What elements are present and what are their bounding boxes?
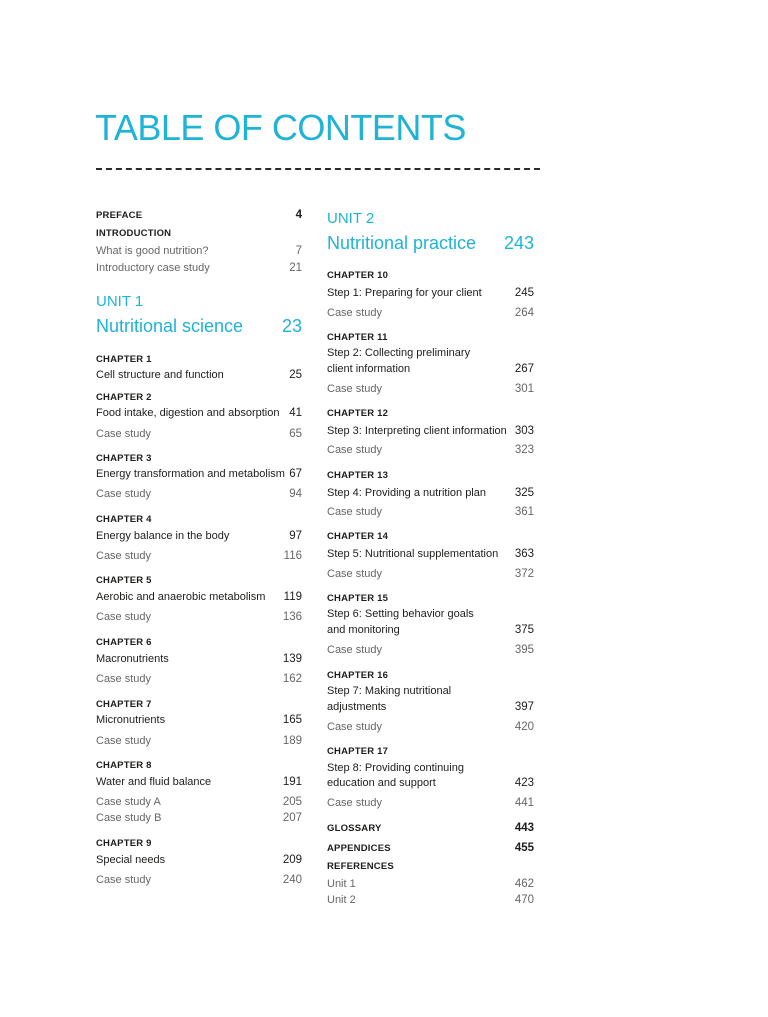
chapter-heading[interactable] — [96, 452, 302, 466]
entry-page-number: 162 — [282, 673, 302, 685]
entry-page-number: 375 — [514, 624, 534, 636]
entry-label: CHAPTER 15 — [327, 593, 389, 604]
chapter-heading[interactable] — [327, 745, 534, 759]
entry-label: education and support — [327, 777, 436, 789]
entry-label: CHAPTER 6 — [96, 637, 152, 648]
entry-page-number: 264 — [514, 307, 534, 319]
entry-label: Step 1: Preparing for your client — [327, 287, 482, 299]
entry-label: CHAPTER 1 — [96, 354, 152, 365]
entry-label: Unit 1 — [327, 878, 356, 890]
chapter-entry[interactable] — [96, 467, 302, 481]
chapter-entry[interactable] — [327, 362, 534, 376]
entry-label: Case study — [96, 428, 152, 440]
chapter-entry[interactable] — [96, 590, 302, 604]
dashed-divider — [96, 168, 540, 170]
entry-label: APPENDICES — [327, 843, 391, 854]
chapter-entry[interactable] — [96, 368, 302, 382]
chapter-heading[interactable] — [327, 669, 534, 683]
case-study-entry[interactable] — [96, 811, 302, 825]
entry-page-number: 205 — [282, 796, 302, 808]
chapter-entry[interactable] — [327, 607, 534, 621]
entry-label: Water and fluid balance — [96, 776, 212, 788]
entry-label: Aerobic and anaerobic metabolism — [96, 591, 266, 603]
entry-label: Case study — [96, 874, 152, 886]
chapter-heading[interactable] — [96, 636, 302, 650]
references-heading[interactable] — [327, 860, 534, 874]
entry-label: CHAPTER 8 — [96, 760, 152, 771]
chapter-entry[interactable] — [96, 529, 302, 543]
entry-label: INTRODUCTION — [96, 228, 172, 239]
entry-label: REFERENCES — [327, 861, 394, 872]
entry-page-number: 420 — [514, 721, 534, 733]
entry-page-number: 470 — [514, 894, 534, 906]
entry-page-number: 443 — [514, 822, 534, 834]
unit-1-title[interactable] — [96, 315, 302, 337]
unit-page-number: 23 — [281, 316, 302, 336]
entry-label: What is good nutrition? — [96, 245, 209, 257]
entry-page-number: 240 — [282, 874, 302, 886]
chapter-heading[interactable] — [96, 353, 302, 367]
case-study-entry[interactable] — [327, 443, 534, 457]
entry-page-number: 97 — [289, 530, 302, 542]
case-study-entry[interactable] — [327, 720, 534, 734]
entry-label: Case study — [96, 611, 152, 623]
reference-entry[interactable] — [327, 877, 534, 891]
entry-label: Unit 2 — [327, 894, 356, 906]
entry-label: Step 3: Interpreting client information — [327, 425, 507, 437]
entry-label: Case study B — [96, 812, 162, 824]
entry-label: Cell structure and function — [96, 369, 224, 381]
chapter-entry[interactable] — [327, 776, 534, 790]
chapter-entry[interactable] — [327, 700, 534, 714]
entry-label: CHAPTER 2 — [96, 392, 152, 403]
unit-page-number: 243 — [503, 233, 534, 253]
entry-label: CHAPTER 7 — [96, 699, 152, 710]
chapter-heading[interactable] — [96, 513, 302, 527]
entry-label: Step 4: Providing a nutrition plan — [327, 487, 486, 499]
entry-label: CHAPTER 11 — [327, 332, 388, 343]
chapter-entry[interactable] — [327, 761, 534, 775]
entry-page-number: 119 — [283, 591, 302, 603]
entry-page-number: 21 — [289, 262, 302, 274]
entry-label: CHAPTER 16 — [327, 670, 389, 681]
entry-label: Energy transformation and metabolism — [96, 468, 285, 480]
entry-label: Case study — [96, 673, 152, 685]
entry-label: Step 5: Nutritional supplementation — [327, 548, 499, 560]
unit-title-text: Nutritional practice — [327, 233, 477, 253]
entry-page-number: 67 — [289, 468, 302, 480]
entry-page-number: 423 — [514, 777, 534, 789]
entry-page-number: 189 — [282, 735, 302, 747]
entry-label: CHAPTER 5 — [96, 575, 152, 586]
case-study-entry[interactable] — [96, 427, 302, 441]
chapter-entry[interactable] — [327, 346, 534, 360]
entry-page-number: 397 — [514, 701, 534, 713]
entry-label: CHAPTER 9 — [96, 838, 152, 849]
chapter-entry[interactable] — [327, 623, 534, 637]
entry-label: Step 8: Providing continuing — [327, 762, 464, 774]
entry-label: CHAPTER 14 — [327, 531, 389, 542]
entry-label: PREFACE — [96, 210, 143, 221]
unit-2-label: UNIT 2 — [327, 210, 375, 227]
entry-label: Food intake, digestion and absorption — [96, 407, 280, 419]
case-study-entry[interactable] — [96, 487, 302, 501]
entry-label: Case study — [327, 644, 383, 656]
entry-label: CHAPTER 13 — [327, 470, 389, 481]
case-study-entry[interactable] — [96, 672, 302, 686]
entry-label: Case study A — [96, 796, 161, 808]
entry-label: Special needs — [96, 854, 166, 866]
entry-page-number: 207 — [282, 812, 302, 824]
entry-page-number: 372 — [514, 568, 534, 580]
unit-1-label: UNIT 1 — [96, 293, 144, 310]
entry-label: Energy balance in the body — [96, 530, 230, 542]
chapter-heading[interactable] — [327, 407, 534, 421]
entry-label: Introductory case study — [96, 262, 210, 274]
entry-page-number: 323 — [514, 444, 534, 456]
intro-entry[interactable] — [96, 244, 302, 258]
chapter-entry[interactable] — [327, 547, 534, 561]
chapter-entry[interactable] — [327, 684, 534, 698]
entry-label: Step 2: Collecting preliminary — [327, 347, 471, 359]
introduction-heading[interactable] — [96, 227, 302, 241]
entry-label: Case study — [327, 383, 383, 395]
entry-label: and monitoring — [327, 624, 400, 636]
chapter-entry[interactable] — [327, 424, 534, 438]
entry-label: CHAPTER 10 — [327, 270, 389, 281]
entry-label: Micronutrients — [96, 714, 166, 726]
entry-page-number: 267 — [514, 363, 534, 375]
entry-label: adjustments — [327, 701, 387, 713]
entry-label: Case study — [327, 307, 383, 319]
case-study-entry[interactable] — [96, 795, 302, 809]
entry-page-number: 116 — [283, 550, 302, 562]
entry-label: client information — [327, 363, 411, 375]
chapter-entry[interactable] — [327, 286, 534, 300]
unit-2-title[interactable] — [327, 232, 534, 254]
case-study-entry[interactable] — [96, 610, 302, 624]
entry-label: CHAPTER 17 — [327, 746, 389, 757]
case-study-entry[interactable] — [96, 873, 302, 887]
case-study-entry[interactable] — [327, 306, 534, 320]
preface-entry[interactable] — [96, 208, 302, 223]
entry-page-number: 361 — [514, 506, 534, 518]
entry-page-number: 395 — [514, 644, 534, 656]
entry-label: GLOSSARY — [327, 823, 382, 834]
chapter-heading[interactable] — [327, 269, 534, 283]
entry-label: Case study — [96, 550, 152, 562]
appendices-entry[interactable] — [327, 841, 534, 856]
chapter-heading[interactable] — [96, 759, 302, 773]
entry-page-number: 363 — [514, 548, 534, 560]
entry-label: Macronutrients — [96, 653, 169, 665]
case-study-entry[interactable] — [327, 567, 534, 581]
entry-label: Case study — [327, 444, 383, 456]
entry-page-number: 41 — [289, 407, 302, 419]
entry-page-number: 301 — [514, 383, 534, 395]
entry-label: Step 7: Making nutritional — [327, 685, 452, 697]
case-study-entry[interactable] — [327, 382, 534, 396]
entry-label: CHAPTER 4 — [96, 514, 152, 525]
entry-label: CHAPTER 12 — [327, 408, 389, 419]
reference-entry[interactable] — [327, 893, 534, 907]
entry-label: Step 6: Setting behavior goals — [327, 608, 474, 620]
entry-label: Case study — [327, 506, 383, 518]
entry-label: Case study — [96, 735, 152, 747]
entry-page-number: 139 — [282, 653, 302, 665]
entry-label: Case study — [96, 488, 152, 500]
entry-label: CHAPTER 3 — [96, 453, 152, 464]
entry-page-number: 65 — [289, 428, 302, 440]
chapter-heading[interactable] — [327, 592, 534, 606]
chapter-entry[interactable] — [96, 406, 302, 420]
page-title: TABLE OF CONTENTS — [95, 107, 466, 148]
chapter-entry[interactable] — [327, 486, 534, 500]
entry-page-number: 165 — [282, 714, 302, 726]
chapter-heading[interactable] — [327, 530, 534, 544]
entry-page-number: 4 — [295, 209, 302, 221]
entry-page-number: 245 — [514, 287, 534, 299]
chapter-heading[interactable] — [96, 837, 302, 851]
case-study-entry[interactable] — [96, 734, 302, 748]
chapter-entry[interactable] — [96, 652, 302, 666]
entry-label: Case study — [327, 797, 383, 809]
case-study-entry[interactable] — [327, 643, 534, 657]
entry-page-number: 191 — [282, 776, 302, 788]
chapter-entry[interactable] — [96, 713, 302, 727]
entry-page-number: 462 — [514, 878, 534, 890]
entry-page-number: 136 — [282, 611, 302, 623]
case-study-entry[interactable] — [327, 505, 534, 519]
chapter-heading[interactable] — [327, 331, 534, 345]
entry-page-number: 7 — [295, 245, 302, 257]
entry-page-number: 94 — [289, 488, 302, 500]
chapter-heading[interactable] — [327, 469, 534, 483]
entry-page-number: 441 — [514, 797, 534, 809]
entry-page-number: 455 — [514, 842, 534, 854]
case-study-entry[interactable] — [96, 549, 302, 563]
chapter-entry[interactable] — [96, 853, 302, 867]
entry-page-number: 25 — [289, 369, 302, 381]
glossary-entry[interactable] — [327, 821, 534, 836]
intro-entry[interactable] — [96, 261, 302, 275]
chapter-entry[interactable] — [96, 775, 302, 789]
chapter-heading[interactable] — [96, 698, 302, 712]
chapter-heading[interactable] — [96, 574, 302, 588]
chapter-heading[interactable] — [96, 391, 302, 405]
entry-label: Case study — [327, 568, 383, 580]
entry-page-number: 209 — [282, 854, 302, 866]
case-study-entry[interactable] — [327, 796, 534, 810]
unit-title-text: Nutritional science — [96, 316, 244, 336]
entry-page-number: 303 — [514, 425, 534, 437]
entry-page-number: 325 — [514, 487, 534, 499]
entry-label: Case study — [327, 721, 383, 733]
